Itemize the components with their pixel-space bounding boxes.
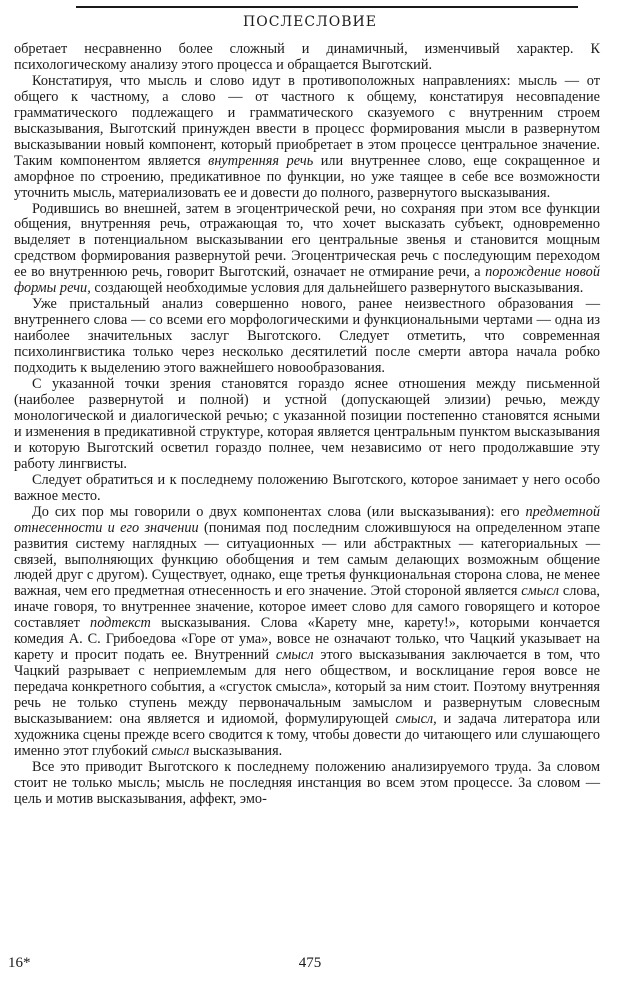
body-text — [14, 42, 600, 808]
paragraph — [14, 74, 600, 202]
italic-phrase: смысл — [521, 583, 560, 600]
paragraph — [14, 42, 600, 74]
text-run: высказывания. Слова «Карету мне, карету!», которыми кончается комедия А. С. Грибоедова «Горе от ума», вовсе не означают только, что Чацкий указывает на карету и просит подать ее. Внутренний — [14, 615, 600, 664]
paragraph — [14, 760, 600, 808]
italic-phrase: смысл, — [395, 711, 437, 728]
text-run: слова, иначе говоря, то внутреннее значение, которое имеет слово для самого говорящего и которое составляет — [14, 583, 600, 632]
paragraph — [14, 377, 600, 473]
text-run: С указанной точки зрения становятся гораздо яснее отношения между письменной (наиболее развернутой и полной) и устной (допускающей элизии) речью, между монологической и диалогической речью; с указанной позиции постепенно становятся ясными и изменения в предикативной структуре, которая является центральным пунктом высказывания и которую Выготский осветил гораздо полнее, чем независимо от него продолжавшие эту работу лингвисты. — [14, 376, 600, 472]
text-run: Следует обратиться и к последнему положению Выготского, которое занимает у него особо важное место. — [14, 471, 600, 504]
text-run: этого высказывания заключается в том, что Чацкий разрывает с неприемлемым для него обществом, и восклицание героя вовсе не передача конкретного события, а «сгусток смысла», который за ним стоит. Поэтому внутренняя речь не только ступень между первоначальным замыслом и развернутым словесным высказыванием: она является и идиомой, формулирующей — [14, 647, 600, 728]
paragraph — [14, 505, 600, 760]
text-run: и задача литератора или художника сцены прежде всего сводится к тому, чтобы довести до читающего или слушающего именно этот глубокий — [14, 711, 601, 759]
paragraph — [14, 297, 600, 377]
italic-phrase: порождение новой формы речи, — [14, 264, 600, 297]
italic-phrase: предметной отнесенности и его значении — [14, 503, 600, 536]
italic-phrase: внутренняя речь — [208, 152, 314, 169]
italic-phrase: смысл — [275, 647, 314, 664]
text-run: До сих пор мы говорили о двух компонентах слова (или высказывания): его — [32, 503, 526, 520]
italic-phrase: подтекст — [90, 615, 151, 632]
italic-phrase: смысл — [151, 742, 190, 759]
text-run: Констатируя, что мысль и слово идут в противоположных направлениях: мысль — от общего к частному, а слово — от частного к общему, констатируя несовпадение грамматического подлежащего и грамматического сказуемого с внутренним строем высказывания, Выготский принужден ввести в процесс формирования мысли в развернутом высказывании новый компонент, который приобретает в этом процессе центральное значение. Таким компонентом является — [14, 72, 600, 169]
running-title: ПОСЛЕСЛОВИЕ — [243, 14, 377, 30]
text-run: (понимая под последним сложившуюся на определенном этапе развития систему наглядных — ситуационных — или абстрактных — категориальных — связей, выполняющих функцию обобщения и тем самым делающих возможным общение людей друг с другом). Существует, однако, еще третья функциональная сторона слова, не менее важная, чем его предметная отнесенность и его значение. Этой стороной является — [14, 519, 600, 600]
text-run: Родившись во внешней, затем в эгоцентрической речи, но сохраняя при этом все функции общения, внутренняя речь, отражающая то, что хочет высказать субъект, одновременно выделяет в потенциальном высказывании его центральные звенья и становится мощным средством формирования развернутой речи. Эгоцентрическая речь с последующим переходом ее во внутреннюю речь, говорит Выготский, означает не отмирание речи, а — [14, 200, 600, 281]
page-number: 475 — [298, 955, 322, 971]
paragraph — [14, 202, 600, 298]
text-run: или внутреннее слово, еще сокращенное и аморфное по строению, предикативное по функции, но уже таящее в себе все возможности уточнить мысль, материализовать ее и довести до полного, развернутого высказывания. — [14, 152, 600, 201]
text-run: Уже пристальный анализ совершенно нового, ранее неизвестного образования — внутреннего слова — со всеми его морфологическими и функциональными чертами — одна из наиболее значительных заслуг Выготского. Следует отметить, что современная психолингвистика только через несколько десятилетий после смерти автора начала робко подходить к выделению этого важнейшего новообразования. — [14, 296, 600, 377]
text-run: создающей необходимые условия для дальнейшего развернутого высказывания. — [90, 280, 584, 297]
paragraph — [14, 473, 600, 505]
text-run: Все это приводит Выготского к последнему положению анализируемого труда. За словом стоит не только мысль; мысль не последняя инстанция во всем этом процессе. За словом — цель и мотив высказывания, аффект, эмо- — [14, 758, 600, 807]
printer-signature-mark: 16* — [8, 955, 31, 971]
text-run: обретает несравненно более сложный и динамичный, изменчивый характер. К психологическому анализу этого процесса и обращается Выготский. — [14, 41, 600, 73]
text-run: высказывания. — [189, 742, 283, 759]
header-rule — [76, 6, 578, 8]
